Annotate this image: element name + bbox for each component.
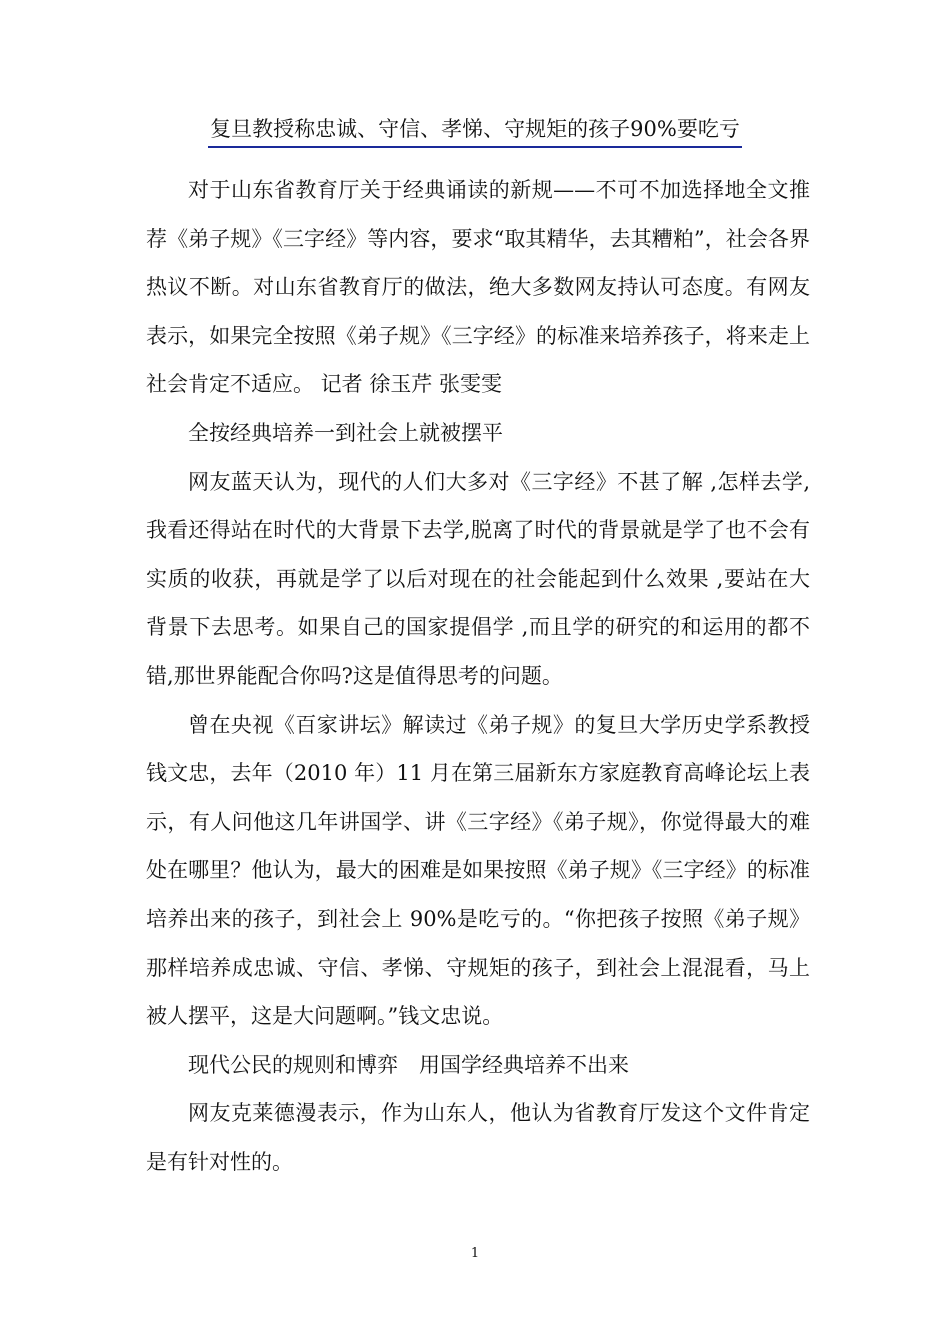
page-number: 1 <box>470 1246 480 1261</box>
paragraph-netizen-kelaidman: 网友克莱德漫表示，作为山东人，他认为省教育厅发这个文件肯定是有针对性的。 <box>146 1101 810 1174</box>
article-title: 复旦教授称忠诚、守信、孝悌、守规矩的孩子90%要吃亏 <box>208 112 742 148</box>
paragraph-netizen-lantian: 网友蓝天认为，现代的人们大多对《三字经》不甚了解 ,怎样去学,我看还得站在时代的大背景下去学,脱离了时代的背景就是学了也不会有实质的收获，再就是学了以后对现在的社会能起到什么效果 ,要站在大背景下去思考。如果自己的国家提倡学 ,而且学的研究的和运用的都不错,那世界能配合你吗?这是值得思考的问题。 <box>146 469 810 688</box>
subheading-2: 现代公民的规则和博弈 用国学经典培养不出来 <box>188 1052 629 1077</box>
article-body <box>146 166 810 1186</box>
paragraph-intro: 对于山东省教育厅关于经典诵读的新规——不可不加选择地全文推荐《弟子规》《三字经》等内容，要求“取其精华，去其糟粕”，社会各界热议不断。对山东省教育厅的做法，绝大多数网友持认可态度。有网友表示，如果完全按照《弟子规》《三字经》的标准来培养孩子，将来走上社会肯定不适应。 记者 徐玉芹 张雯雯 <box>146 178 810 397</box>
subheading-1: 全按经典培养一到社会上就被摆平 <box>188 420 503 445</box>
title-container <box>0 112 950 148</box>
paragraph-qian-wenzhong: 曾在央视《百家讲坛》解读过《弟子规》的复旦大学历史学系教授钱文忠，去年（2010 年）11 月在第三届新东方家庭教育高峰论坛上表示，有人问他这几年讲国学、讲《三字经》《弟子规》，你觉得最大的难处在哪里？他认为，最大的困难是如果按照《弟子规》《三字经》的标准培养出来的孩子，到社会上 90%是吃亏的。“你把孩子按照《弟子规》那样培养成忠诚、守信、孝悌、守规矩的孩子，到社会上混混看，马上被人摆平，这是大问题啊。”钱文忠说。 <box>146 712 810 1029</box>
